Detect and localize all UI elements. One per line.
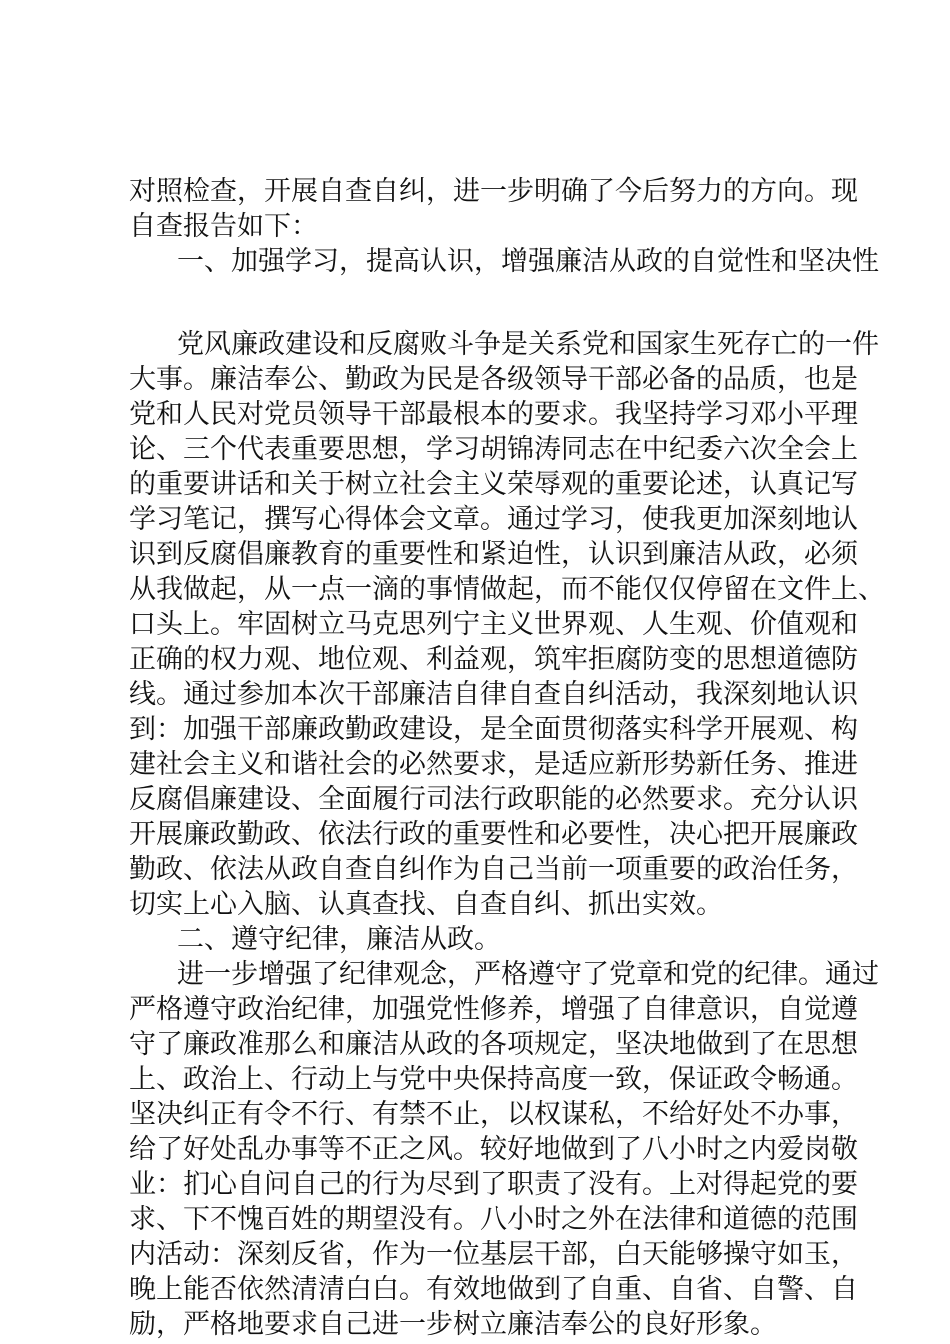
body-line: 上、政治上、行动上与党中央保持高度一致，保证政令畅通。: [129, 1064, 858, 1095]
body-line: 守了廉政准那么和廉洁从政的各项规定，坚决地做到了在思想: [129, 1029, 858, 1060]
body-line: 建社会主义和谐社会的必然要求，是适应新形势新任务、推进: [129, 749, 858, 780]
body-line: 党和人民对党员领导干部最根本的要求。我坚持学习邓小平理: [129, 399, 858, 430]
body-line: 晚上能否依然清清白白。有效地做到了自重、自省、自警、自: [129, 1274, 858, 1305]
body-line: 坚决纠正有令不行、有禁不止，以权谋私，不给好处不办事，: [129, 1099, 858, 1130]
body-line: 学习笔记，撰写心得体会文章。通过学习，使我更加深刻地认: [129, 504, 858, 535]
body-line: 给了好处乱办事等不正之风。较好地做到了八小时之内爱岗敬: [129, 1134, 858, 1165]
body-line: 从我做起，从一点一滴的事情做起，而不能仅仅停留在文件上、: [129, 574, 885, 605]
body-line: 求、下不愧百姓的期望没有。八小时之外在法律和道德的范围: [129, 1204, 858, 1235]
body-line: 的重要讲话和关于树立社会主义荣辱观的重要论述，认真记写: [129, 469, 858, 500]
body-line: 对照检查，开展自查自纠，进一步明确了今后努力的方向。现: [129, 176, 858, 207]
body-line: 自查报告如下：: [129, 211, 318, 242]
body-line: 反腐倡廉建设、全面履行司法行政职能的必然要求。充分认识: [129, 784, 858, 815]
section-heading-1: 一、加强学习，提高认识，增强廉洁从政的自觉性和坚决性: [177, 246, 879, 277]
body-line: 到：加强干部廉政勤政建设，是全面贯彻落实科学开展观、构: [129, 714, 858, 745]
body-line: 内活动：深刻反省，作为一位基层干部，白天能够操守如玉，: [129, 1239, 858, 1270]
body-line: 业：扪心自问自己的行为尽到了职责了没有。上对得起党的要: [129, 1169, 858, 1200]
paragraph-first-line: 进一步增强了纪律观念，严格遵守了党章和党的纪律。通过: [177, 959, 879, 990]
paragraph-first-line: 党风廉政建设和反腐败斗争是关系党和国家生死存亡的一件: [177, 329, 879, 360]
body-line: 勤政、依法从政自查自纠作为自己当前一项重要的政治任务，: [129, 854, 858, 885]
body-line: 切实上心入脑、认真查找、自查自纠、抓出实效。: [129, 889, 723, 920]
body-line: 大事。廉洁奉公、勤政为民是各级领导干部必备的品质，也是: [129, 364, 858, 395]
body-line: 开展廉政勤政、依法行政的重要性和必要性，决心把开展廉政: [129, 819, 858, 850]
body-line: 论、三个代表重要思想，学习胡锦涛同志在中纪委六次全会上: [129, 434, 858, 465]
body-line: 识到反腐倡廉教育的重要性和紧迫性，认识到廉洁从政，必须: [129, 539, 858, 570]
body-line: 励，严格地要求自己进一步树立廉洁奉公的良好形象。: [129, 1309, 777, 1340]
body-line: 口头上。牢固树立马克思列宁主义世界观、人生观、价值观和: [129, 609, 858, 640]
section-heading-2: 二、遵守纪律，廉洁从政。: [177, 924, 501, 955]
body-line: 线。通过参加本次干部廉洁自律自查自纠活动，我深刻地认识: [129, 679, 858, 710]
body-line: 正确的权力观、地位观、利益观，筑牢拒腐防变的思想道德防: [129, 644, 858, 675]
body-line: 严格遵守政治纪律，加强党性修养，增强了自律意识，自觉遵: [129, 994, 858, 1025]
